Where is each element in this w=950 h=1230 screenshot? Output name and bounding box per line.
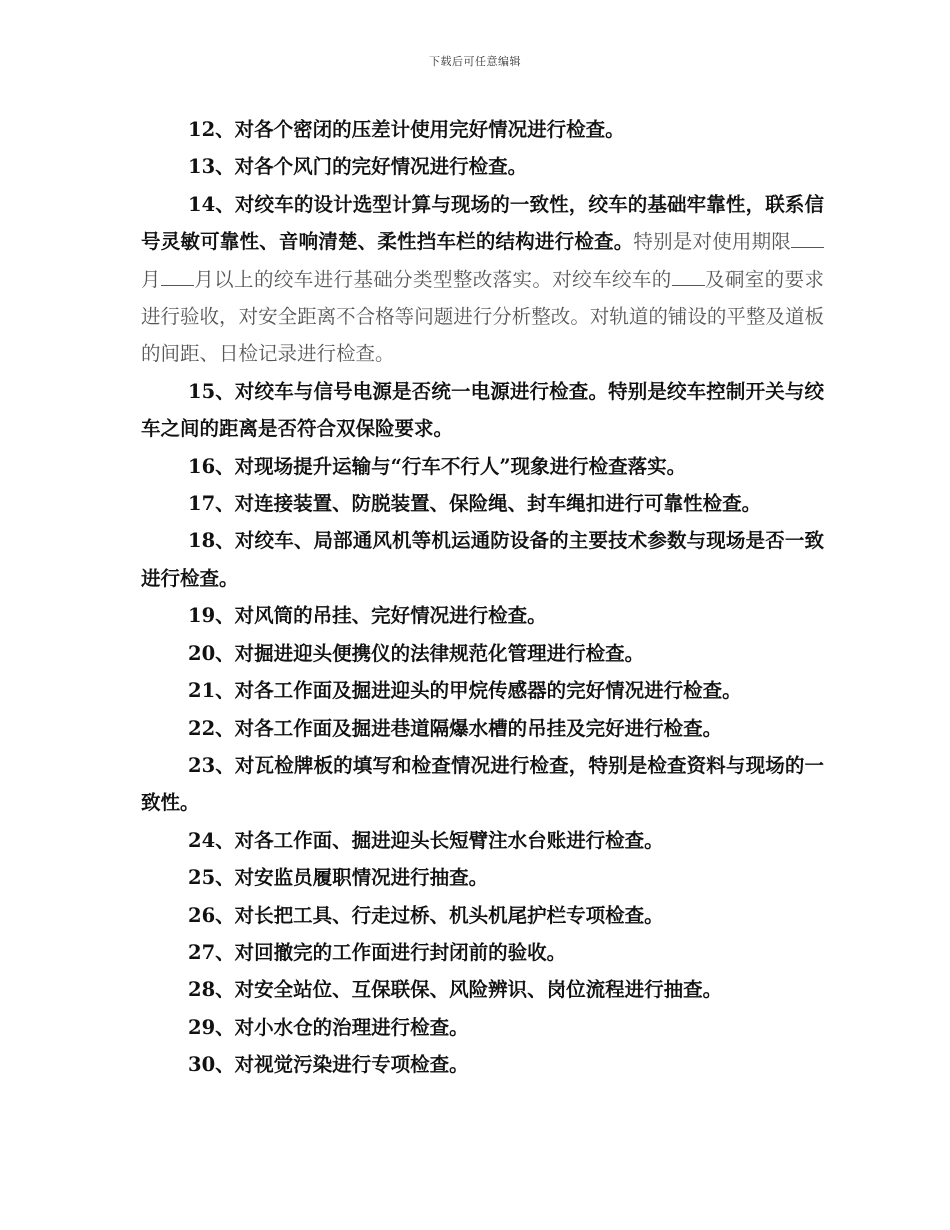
item-14-note-part-4: 及硐室的要求进行验收，对安全距离不合格等问题进行分析整改。对轨道的铺设的平整及道板的间距、日检记录进行检查。 [141, 267, 824, 366]
list-item-21: 21、对各工作面及掘进迎头的甲烷传感器的完好情况进行检查。 [188, 679, 742, 703]
list-item-13: 13、对各个风门的完好情况进行检查。 [188, 155, 528, 179]
fill-in-blank [791, 229, 824, 248]
list-item-15: 15、对绞车与信号电源是否统一电源进行检查。特别是绞车控制开关与绞车之间的距离是否符合双保险要求。 [141, 379, 824, 441]
list-item-18: 18、对绞车、局部通风机等机运通防设备的主要技术参数与现场是否一致进行检查。 [141, 529, 824, 590]
list-item-26: 26、对长把工具、行走过桥、机头机尾护栏专项检查。 [188, 903, 664, 927]
list-item-14 [141, 186, 824, 373]
fill-in-blank [672, 267, 705, 286]
list-item-25: 25、对安监员履职情况进行抽查。 [188, 866, 489, 890]
list-item-30: 30、对视觉污染进行专项检查。 [188, 1053, 469, 1077]
list-item-28: 28、对安全站位、互保联保、风险辨识、岗位流程进行抽查。 [188, 978, 723, 1002]
list-item-19: 19、对风筒的吊挂、完好情况进行检查。 [188, 604, 547, 628]
fill-in-blank [161, 267, 194, 286]
item-14-main-text: 14、对绞车的设计选型计算与现场的一致性，绞车的基础牢靠性，联系信号灵敏可靠性、音响清楚、柔性挡车栏的结构进行检查。 [141, 192, 824, 254]
list-item-20: 20、对掘进迎头便携仪的法律规范化管理进行检查。 [188, 641, 645, 665]
list-item-24: 24、对各工作面、掘进迎头长短臂注水台账进行检查。 [188, 828, 664, 852]
list-item-12: 12、对各个密闭的压差计使用完好情况进行检查。 [188, 118, 625, 141]
item-14-note-part-2: 月 [141, 267, 161, 291]
list-item-29: 29、对小水仓的治理进行检查。 [188, 1015, 469, 1039]
list-item-27: 27、对回撤完的工作面进行封闭前的验收。 [188, 940, 567, 964]
list-item-16: 16、对现场提升运输与“行车不行人”现象进行检查落实。 [188, 454, 687, 478]
list-item-23: 23、对瓦检牌板的填写和检查情况进行检查，特别是检查资料与现场的一致性。 [141, 753, 824, 815]
item-14-note-part-1: 特别是对使用期限 [633, 230, 791, 254]
page-header: 下载后可任意编辑 [429, 55, 521, 68]
list-item-17: 17、对连接装置、防脱装置、保险绳、封车绳扣进行可靠性检查。 [188, 492, 762, 516]
item-14-note-part-3: 月以上的绞车进行基础分类型整改落实。对绞车绞车的 [193, 267, 672, 291]
document-body [141, 111, 824, 1084]
list-item-22: 22、对各工作面及掘进巷道隔爆水槽的吊挂及完好进行检查。 [188, 716, 723, 740]
